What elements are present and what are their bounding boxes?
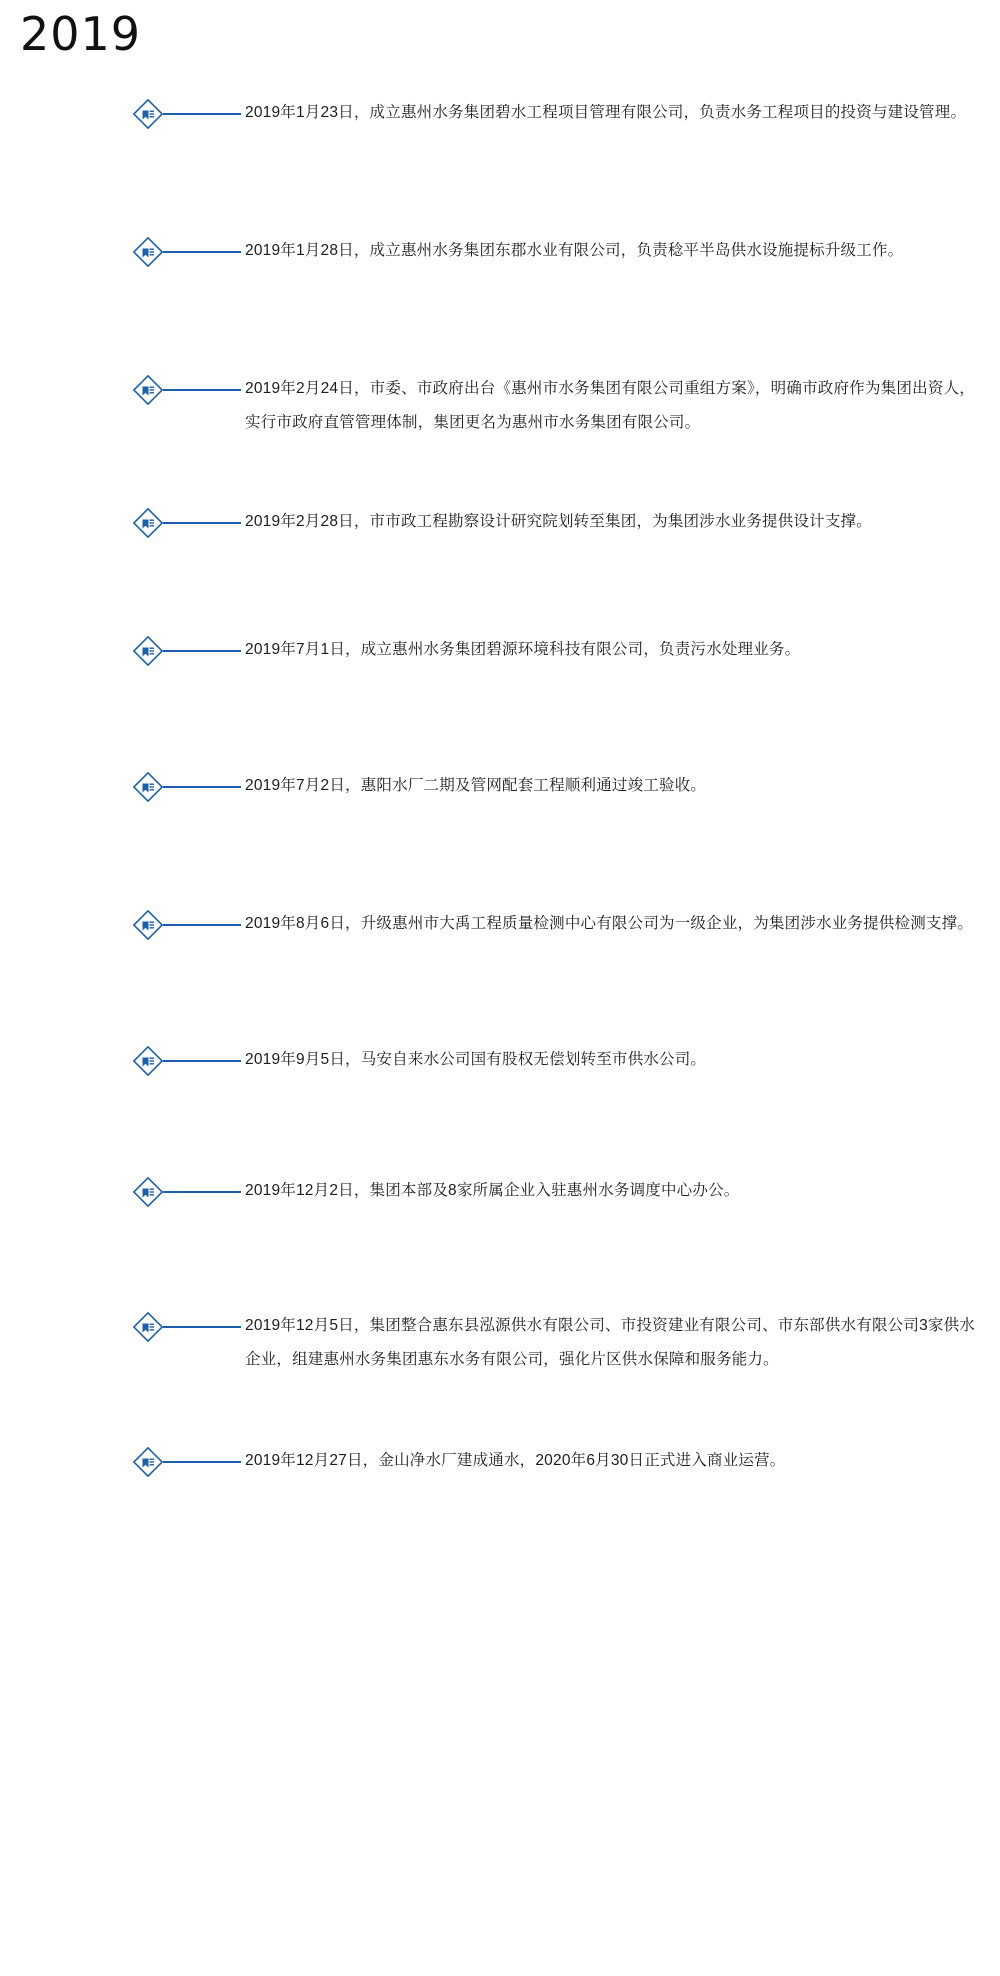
timeline-entry [0,1444,1000,1478]
timeline-entry [0,372,1000,440]
page-title: 2019 [20,7,142,61]
timeline-entry-text: 2019年7月1日，成立惠州水务集团碧源环境科技有限公司，负责污水处理业务。 [245,641,801,658]
connector-line [163,924,241,926]
timeline-entry-text: 2019年12月2日，集团本部及8家所属企业入驻惠州水务调度中心办公。 [245,1182,740,1199]
timeline-entry-text: 2019年2月28日，市市政工程勘察设计研究院划转至集团，为集团涉水业务提供设计支撑。 [245,513,872,530]
diamond-bookmark-icon [130,1444,166,1480]
diamond-bookmark-icon [130,372,166,408]
timeline-entry-text: 2019年2月24日，市委、市政府出台《惠州市水务集团有限公司重组方案》，明确市政府作为集团出资人，实行市政府直管管理体制，集团更名为惠州市水务集团有限公司。 [245,380,975,431]
timeline-entry-text: 2019年1月23日，成立惠州水务集团碧水工程项目管理有限公司，负责水务工程项目的投资与建设管理。 [245,104,967,121]
timeline-entry [0,907,1000,941]
diamond-bookmark-icon [130,1309,166,1345]
connector-line [163,522,241,524]
connector-line [163,389,241,391]
connector-line [163,1326,241,1328]
diamond-bookmark-icon [130,907,166,943]
connector-line [163,1060,241,1062]
timeline-entry [0,1043,1000,1077]
timeline-entry [0,769,1000,803]
timeline-entry [0,234,1000,268]
connector-line [163,1191,241,1193]
timeline-entry [0,1309,1000,1377]
connector-line [163,113,241,115]
timeline-entry-text: 2019年8月6日，升级惠州市大禹工程质量检测中心有限公司为一级企业，为集团涉水业务提供检测支撑。 [245,915,974,932]
diamond-bookmark-icon [130,1174,166,1210]
diamond-bookmark-icon [130,234,166,270]
diamond-bookmark-icon [130,1043,166,1079]
timeline-entry-text: 2019年1月28日，成立惠州水务集团东郡水业有限公司，负责稔平半岛供水设施提标升级工作。 [245,242,904,259]
diamond-bookmark-icon [130,505,166,541]
timeline-entry-text: 2019年7月2日，惠阳水厂二期及管网配套工程顺利通过竣工验收。 [245,777,707,794]
connector-line [163,1461,241,1463]
timeline-entry [0,1174,1000,1208]
timeline-entry-text: 2019年9月5日，马安自来水公司国有股权无偿划转至市供水公司。 [245,1051,707,1068]
timeline-entry [0,505,1000,539]
diamond-bookmark-icon [130,769,166,805]
diamond-bookmark-icon [130,633,166,669]
timeline-entry [0,96,1000,130]
diamond-bookmark-icon [130,96,166,132]
timeline-entry [0,633,1000,667]
timeline-entry-text: 2019年12月27日，金山净水厂建成通水，2020年6月30日正式进入商业运营。 [245,1452,786,1469]
connector-line [163,786,241,788]
connector-line [163,650,241,652]
timeline-entry-text: 2019年12月5日，集团整合惠东县泓源供水有限公司、市投资建业有限公司、市东部供水有限公司3家供水企业，组建惠州水务集团惠东水务有限公司，强化片区供水保障和服务能力。 [245,1317,975,1368]
connector-line [163,251,241,253]
